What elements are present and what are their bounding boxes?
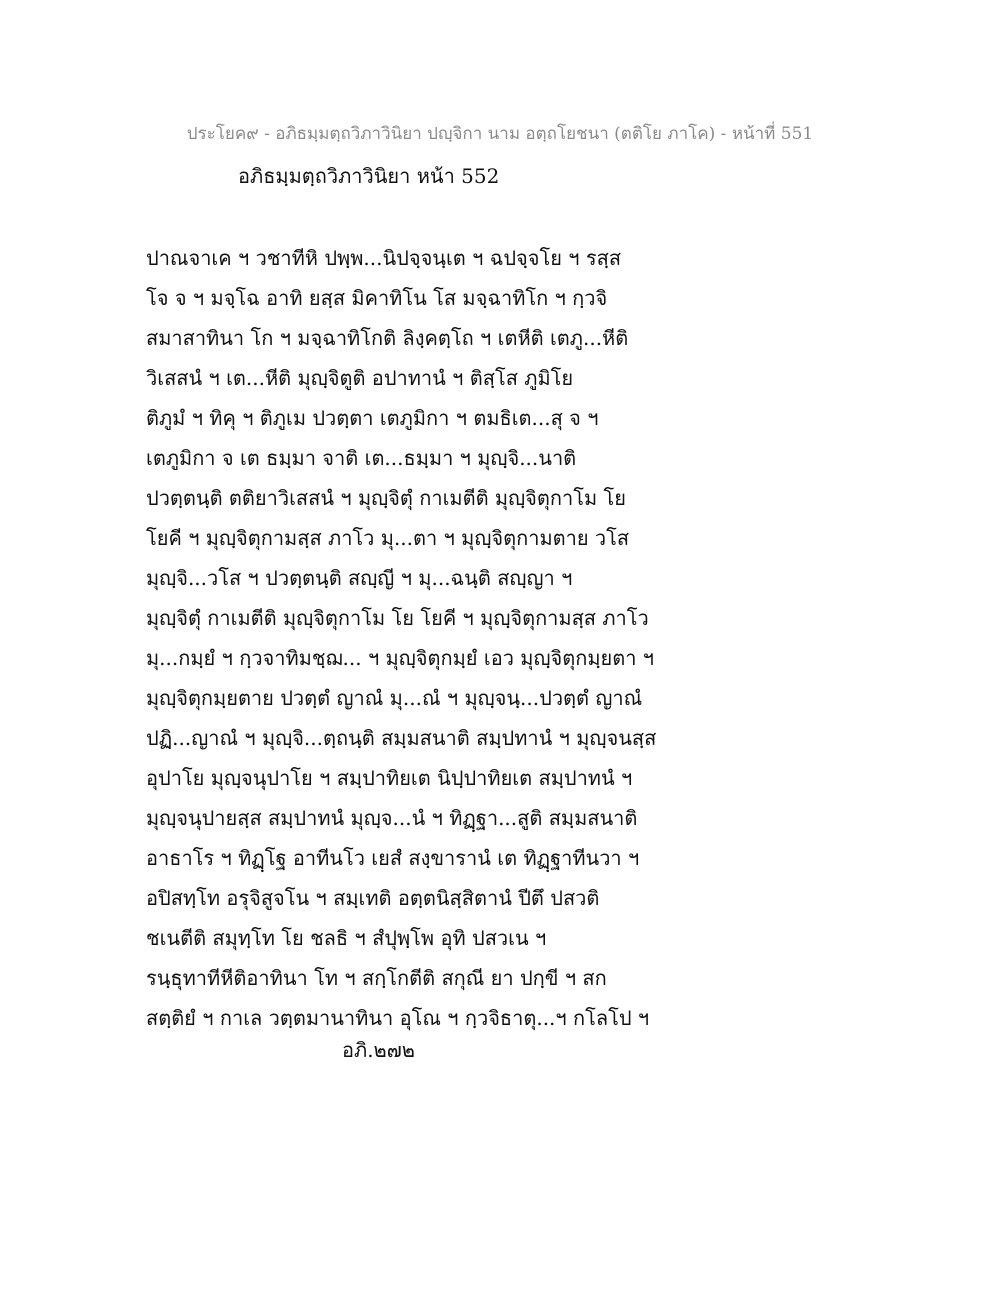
text-line: ปวตฺตนฺติ ตติยาวิเสสนํ ฯ มุญฺจิตุํ กาเมตีติ มุญฺจิตุกาโม โย <box>146 486 626 510</box>
text-line: วิเสสนํ ฯ เต...หีติ มุญฺจิตูติ อปาทานํ ฯ ติสฺโส ภูมิโย <box>146 366 574 390</box>
text-line: โยคี ฯ มุญฺจิตุกามสฺส ภาโว มุ...ตา ฯ มุญฺจิตุกามตาย วโส <box>146 526 630 550</box>
page-heading: อภิธมฺมตฺถวิภาวินิยา หน้า 552 <box>238 164 500 188</box>
text-line: อปิสทฺโท อรุจิสูจโน ฯ สมฺเทติ อตฺตนิสฺสิตานํ ปีตึ ปสวติ <box>146 886 600 910</box>
text-line: ปฏิ...ญาณํ ฯ มุญฺจิ...ตฺถนฺติ สมฺมสนาติ สมฺปทานํ ฯ มุญฺจนสฺส <box>146 726 657 750</box>
text-line: มุญฺจนุปายสฺส สมฺปาทนํ มุญฺจ...นํ ฯ ทิฏฺฐา...สูติ สมฺมสนาติ <box>146 806 638 830</box>
text-line: อุปาโย มุญฺจนุปาโย ฯ สมฺปาทิยเต นิปฺปาทิยเต สมฺปาทนํ ฯ <box>146 766 633 790</box>
text-line: ปาณจาเค ฯ วชาทีหิ ปพฺพ...นิปจฺจนฺเต ฯ ฉปจฺจโย ฯ รสฺส <box>146 246 622 270</box>
text-line: มุญฺจิ...วโส ฯ ปวตฺตนฺติ สญฺญี ฯ มุ...ฉนฺติ สญฺญา ฯ <box>146 566 573 590</box>
text-line: สมาสาทินา โก ฯ มจฺฉาทิโกติ ลิงฺคตฺโถ ฯ เตหีติ เตภู...หีติ <box>146 326 629 350</box>
text-line: ติภูมํ ฯ ทิคุ ฯ ติภูเม ปวตฺตา เตภูมิกา ฯ ตมธิเต...สุ จ ฯ <box>146 406 599 430</box>
text-line: มุญฺจิตุกมฺยตาย ปวตฺตํ ญาณํ มุ...ณํ ฯ มุญฺจนฺ...ปวตฺตํ ญาณํ <box>146 686 643 710</box>
text-line: ชเนตีติ สมุทฺโท โย ชลธิ ฯ สํปุพฺโพ อุทิ ปสวเน ฯ <box>146 926 547 950</box>
body-text <box>146 238 666 1038</box>
running-header: ประโยค๙ - อภิธมฺมตฺถวิภาวินิยา ปญฺจิกา นาม อตฺถโยชนา (ตติโย ภาโค) - หน้าที่ 551 <box>186 124 814 144</box>
text-line: รนฺธุทาทีหีติอาทินา โท ฯ สกฺโกตีติ สกุณี ยา ปกฺขี ฯ สก <box>146 966 607 990</box>
text-line: อาธาโร ฯ ทิฏฺโฐ อาทีนโว เยสํ สงฺขารานํ เต ทิฏฺฐาทีนวา ฯ <box>146 846 640 870</box>
text-line: มุ...กมฺยํ ฯ กฺวจาทิมชฺฌ... ฯ มุญฺจิตุกมฺยํ เอว มุญฺจิตุกมฺยตา ฯ <box>146 646 655 670</box>
text-line: โจ จ ฯ มจฺโฉ อาทิ ยสฺส มิคาทิโน โส มจฺฉาทิโก ฯ กฺวจิ <box>146 286 608 310</box>
text-line: เตภูมิกา จ เต ธมฺมา จาติ เต...ธมฺมา ฯ มุญฺจิ...นาติ <box>146 446 577 470</box>
text-line: สตฺติยํ ฯ กาเล วตฺตมานาทินา อุโณ ฯ กฺวจิธาตุ...ฯ กโลโป ฯ <box>146 1006 650 1030</box>
page-footer-code: อภิ.๒๗๒ <box>342 1038 415 1062</box>
text-line: มุญฺจิตุํ กาเมตีติ มุญฺจิตุกาโม โย โยคี ฯ มุญฺจิตุกามสฺส ภาโว <box>146 606 649 630</box>
